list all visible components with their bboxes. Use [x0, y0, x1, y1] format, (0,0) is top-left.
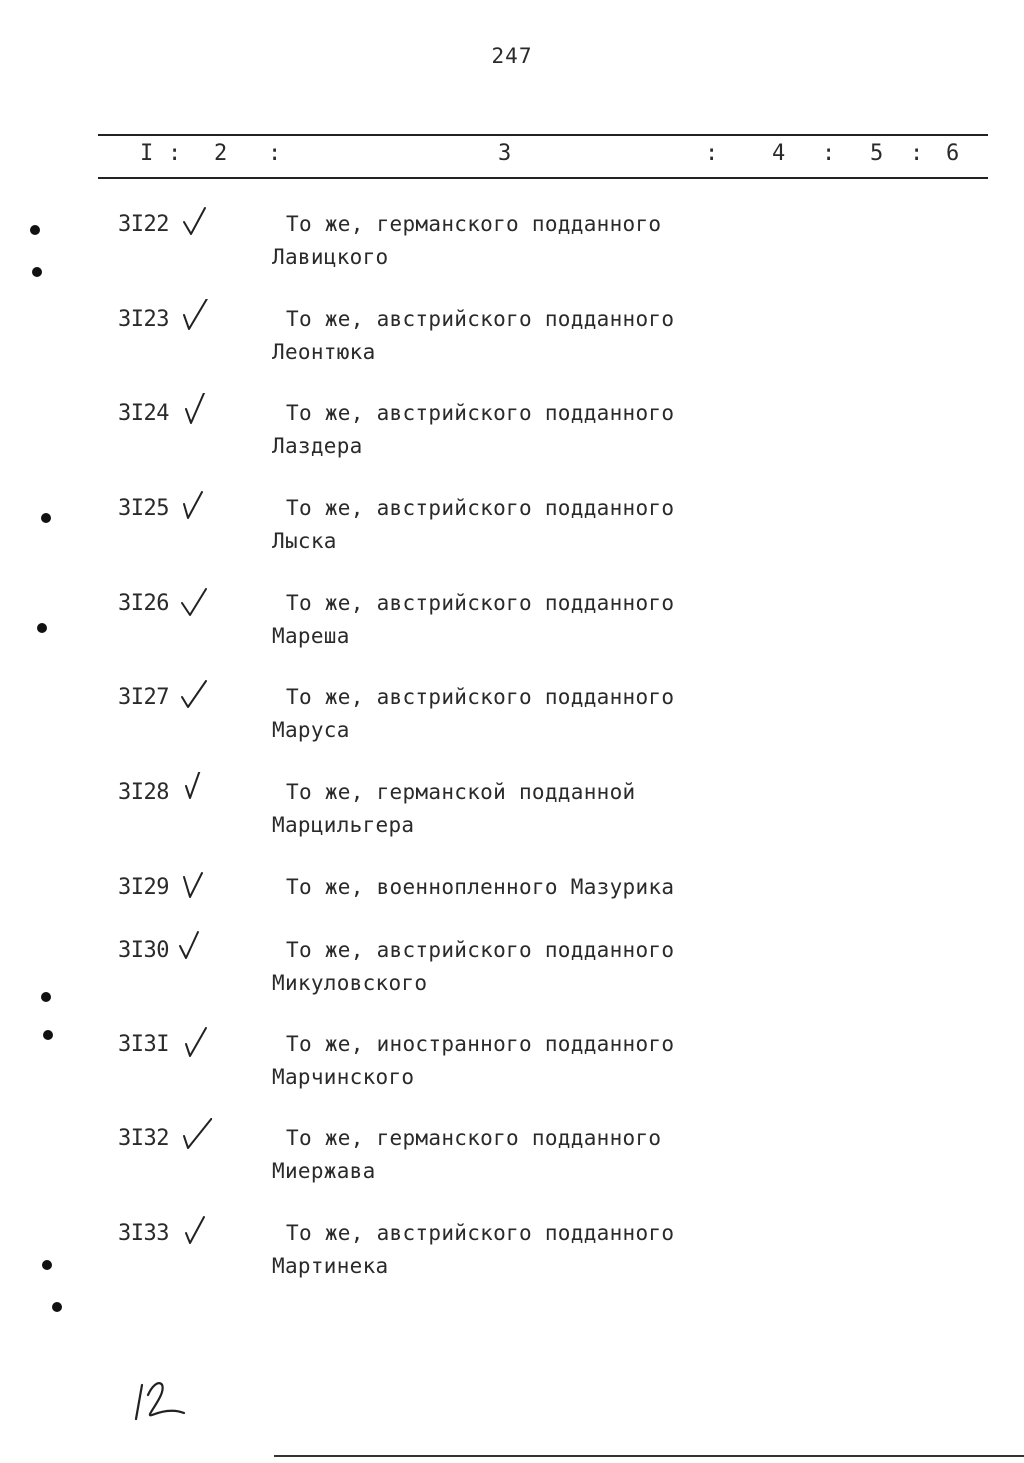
punch-hole — [32, 267, 42, 277]
entry-number: 3I24 — [118, 401, 169, 426]
list-item — [0, 1221, 1024, 1301]
list-item — [0, 1032, 1024, 1112]
list-item — [0, 780, 1024, 860]
list-item — [0, 401, 1024, 481]
header-col-3: 3 — [498, 141, 512, 166]
entry-text-line2: Маруса — [272, 718, 350, 742]
entry-text-line1: То же, германского подданного — [286, 212, 662, 236]
entry-text-line2: Мартинека — [272, 1254, 389, 1278]
check-mark-icon — [178, 772, 212, 810]
check-mark-icon — [178, 930, 212, 968]
header-sep: : — [168, 141, 182, 166]
entry-number: 3I29 — [118, 875, 169, 900]
header-col-6: 6 — [946, 141, 960, 166]
punch-hole — [30, 225, 40, 235]
list-item — [0, 938, 1024, 1018]
entry-text-line1: То же, австрийского подданного — [286, 401, 675, 425]
entry-text-line1: То же, австрийского подданного — [286, 591, 675, 615]
header-col-5: 5 — [870, 141, 884, 166]
entry-number: 3I23 — [118, 307, 169, 332]
entry-number: 3I27 — [118, 685, 169, 710]
entry-text-line2: Миержава — [272, 1159, 376, 1183]
entry-number: 3I33 — [118, 1221, 169, 1246]
entry-text-line1: То же, военнопленного Мазурика — [286, 875, 675, 899]
list-item — [0, 496, 1024, 576]
list-item — [0, 685, 1024, 765]
entry-text-line1: То же, австрийского подданного — [286, 307, 675, 331]
table-bottom-rule — [98, 177, 988, 179]
entry-text-line1: То же, германской подданной — [286, 780, 636, 804]
entry-text-line2: Леонтюка — [272, 340, 376, 364]
punch-hole — [42, 1260, 52, 1270]
entry-text-line2: Марцильгера — [272, 813, 415, 837]
punch-hole — [43, 1030, 53, 1040]
entry-text-line1: То же, австрийского подданного — [286, 1221, 675, 1245]
check-mark-icon — [178, 677, 212, 715]
list-item — [0, 1126, 1024, 1206]
header-col-2: 2 — [214, 141, 228, 166]
handwritten-page-note — [130, 1375, 190, 1425]
entry-text-line2: Марчинского — [272, 1065, 415, 1089]
entry-text-line1: То же, иностранного подданного — [286, 1032, 675, 1056]
entry-number: 3I30 — [118, 938, 169, 963]
check-mark-icon — [178, 488, 212, 526]
header-sep: : — [705, 141, 719, 166]
entry-text-line1: То же, австрийского подданного — [286, 938, 675, 962]
entry-text-line1: То же, германского подданного — [286, 1126, 662, 1150]
entry-text-line1: То же, австрийского подданного — [286, 685, 675, 709]
entry-number: 3I3I — [118, 1032, 169, 1057]
header-sep: : — [268, 141, 282, 166]
check-mark-icon — [178, 1118, 212, 1156]
entry-text-line1: То же, австрийского подданного — [286, 496, 675, 520]
header-sep: : — [910, 141, 924, 166]
entry-number: 3I25 — [118, 496, 169, 521]
list-item — [0, 212, 1024, 292]
entry-text-line2: Микуловского — [272, 971, 428, 995]
table-top-rule — [98, 134, 988, 136]
footer-rule — [274, 1455, 1024, 1457]
entry-text-line2: Лаздера — [272, 434, 363, 458]
punch-hole — [41, 513, 51, 523]
check-mark-icon — [178, 393, 212, 431]
entry-number: 3I26 — [118, 591, 169, 616]
list-item — [0, 307, 1024, 387]
check-mark-icon — [178, 867, 212, 905]
header-col-1: I — [140, 141, 154, 166]
entry-text-line2: Лыска — [272, 529, 337, 553]
entry-text-line2: Мареша — [272, 624, 350, 648]
header-col-4: 4 — [772, 141, 786, 166]
check-mark-icon — [178, 1213, 212, 1251]
check-mark-icon — [178, 583, 212, 621]
check-mark-icon — [178, 299, 212, 337]
entry-number: 3I22 — [118, 212, 169, 237]
punch-hole — [52, 1302, 62, 1312]
entry-number: 3I32 — [118, 1126, 169, 1151]
header-sep: : — [822, 141, 836, 166]
entry-text-line2: Лавицкого — [272, 245, 389, 269]
punch-hole — [41, 992, 51, 1002]
entry-number: 3I28 — [118, 780, 169, 805]
list-item — [0, 591, 1024, 671]
check-mark-icon — [178, 204, 212, 242]
page-number: 247 — [491, 44, 533, 68]
punch-hole — [37, 623, 47, 633]
check-mark-icon — [178, 1024, 212, 1062]
